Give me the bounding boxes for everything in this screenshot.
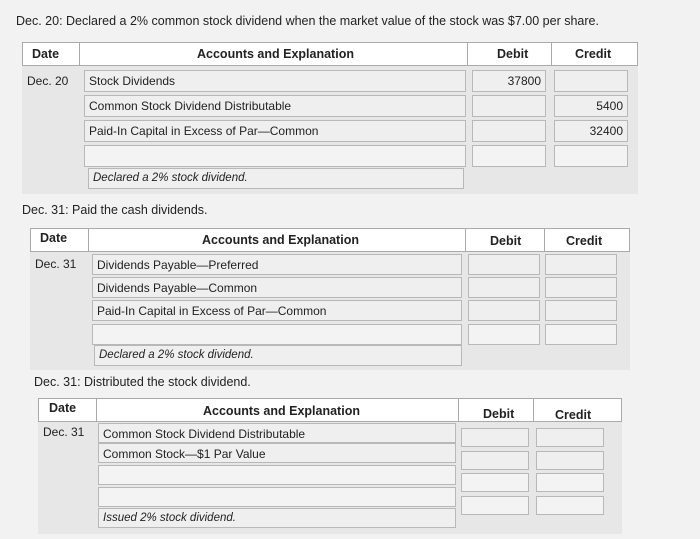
section3-debit-field-2[interactable] [461, 451, 529, 470]
section1-explanation-field[interactable]: Declared a 2% stock dividend. [88, 168, 464, 189]
section1-header-date: Date [32, 47, 60, 61]
section1-debit-field-4[interactable] [472, 145, 546, 167]
section3-account-field-3[interactable] [98, 465, 456, 485]
section1-divider [79, 42, 80, 66]
section2-debit-field-2[interactable] [468, 277, 540, 298]
section2-header-debit: Debit [490, 234, 522, 248]
section3-journal-table [38, 398, 622, 534]
section2-header-credit: Credit [566, 234, 603, 248]
section2-debit-field-4[interactable] [468, 324, 540, 345]
section2-credit-field-2[interactable] [545, 277, 617, 298]
section1-credit-field-1[interactable] [554, 70, 628, 92]
section3-divider [533, 398, 534, 422]
section2-account-field-2[interactable]: Dividends Payable—Common [92, 277, 462, 298]
section2-date: Dec. 31 [35, 257, 77, 271]
section2-credit-field-4[interactable] [545, 324, 617, 345]
section3-date: Dec. 31 [43, 425, 85, 439]
section1-debit-field-2[interactable] [472, 95, 546, 117]
section3-credit-field-4[interactable] [536, 496, 604, 515]
section2-account-field-4[interactable] [92, 324, 462, 345]
section1-date: Dec. 20 [27, 74, 69, 88]
section2-title: Dec. 31: Paid the cash dividends. [22, 203, 208, 217]
section1-title: Dec. 20: Declared a 2% common stock dividend when the market value of the stock was $7.00 per share. [16, 14, 599, 28]
section1-header-accounts: Accounts and Explanation [197, 47, 354, 61]
section1-account-field-1[interactable]: Stock Dividends [84, 70, 466, 92]
section2-explanation-field[interactable]: Declared a 2% stock dividend. [94, 345, 462, 366]
section3-credit-field-3[interactable] [536, 473, 604, 492]
section2-divider [88, 228, 89, 252]
section2-account-field-1[interactable]: Dividends Payable—Preferred [92, 254, 462, 275]
section2-account-field-3[interactable]: Paid-In Capital in Excess of Par—Common [92, 300, 462, 321]
section1-header-debit: Debit [497, 47, 529, 61]
section1-divider [551, 42, 552, 66]
section3-debit-field-4[interactable] [461, 496, 529, 515]
section3-header-accounts: Accounts and Explanation [203, 404, 360, 418]
section2-divider [544, 228, 545, 252]
section2-debit-field-1[interactable] [468, 254, 540, 275]
section3-divider [96, 398, 97, 422]
section3-divider [458, 398, 459, 422]
section2-divider [465, 228, 466, 252]
section1-debit-field-3[interactable] [472, 120, 546, 142]
section2-header-date: Date [40, 231, 68, 245]
section1-header-credit: Credit [575, 47, 612, 61]
section3-header-debit: Debit [483, 407, 515, 421]
section1-journal-table [22, 42, 638, 194]
section2-journal-table [30, 228, 630, 370]
section3-account-field-2[interactable]: Common Stock—$1 Par Value [98, 443, 456, 463]
section3-credit-field-2[interactable] [536, 451, 604, 470]
section3-explanation-field[interactable]: Issued 2% stock dividend. [98, 508, 456, 528]
section1-debit-field-1[interactable]: 37800 [472, 70, 546, 92]
section3-title: Dec. 31: Distributed the stock dividend. [34, 375, 251, 389]
section1-account-field-4[interactable] [84, 145, 466, 167]
section1-divider [467, 42, 468, 66]
section2-header-accounts: Accounts and Explanation [202, 233, 359, 247]
section3-header-credit: Credit [555, 408, 592, 422]
section3-header-date: Date [49, 401, 77, 415]
section3-credit-field-1[interactable] [536, 428, 604, 447]
section1-credit-field-2[interactable]: 5400 [554, 95, 628, 117]
section1-account-field-2[interactable]: Common Stock Dividend Distributable [84, 95, 466, 117]
section3-account-field-1[interactable]: Common Stock Dividend Distributable [98, 423, 456, 443]
section3-account-field-4[interactable] [98, 487, 456, 507]
section1-account-field-3[interactable]: Paid-In Capital in Excess of Par—Common [84, 120, 466, 142]
section2-debit-field-3[interactable] [468, 300, 540, 321]
section2-credit-field-3[interactable] [545, 300, 617, 321]
section1-credit-field-3[interactable]: 32400 [554, 120, 628, 142]
section1-credit-field-4[interactable] [554, 145, 628, 167]
section2-credit-field-1[interactable] [545, 254, 617, 275]
section3-debit-field-3[interactable] [461, 473, 529, 492]
section3-debit-field-1[interactable] [461, 428, 529, 447]
